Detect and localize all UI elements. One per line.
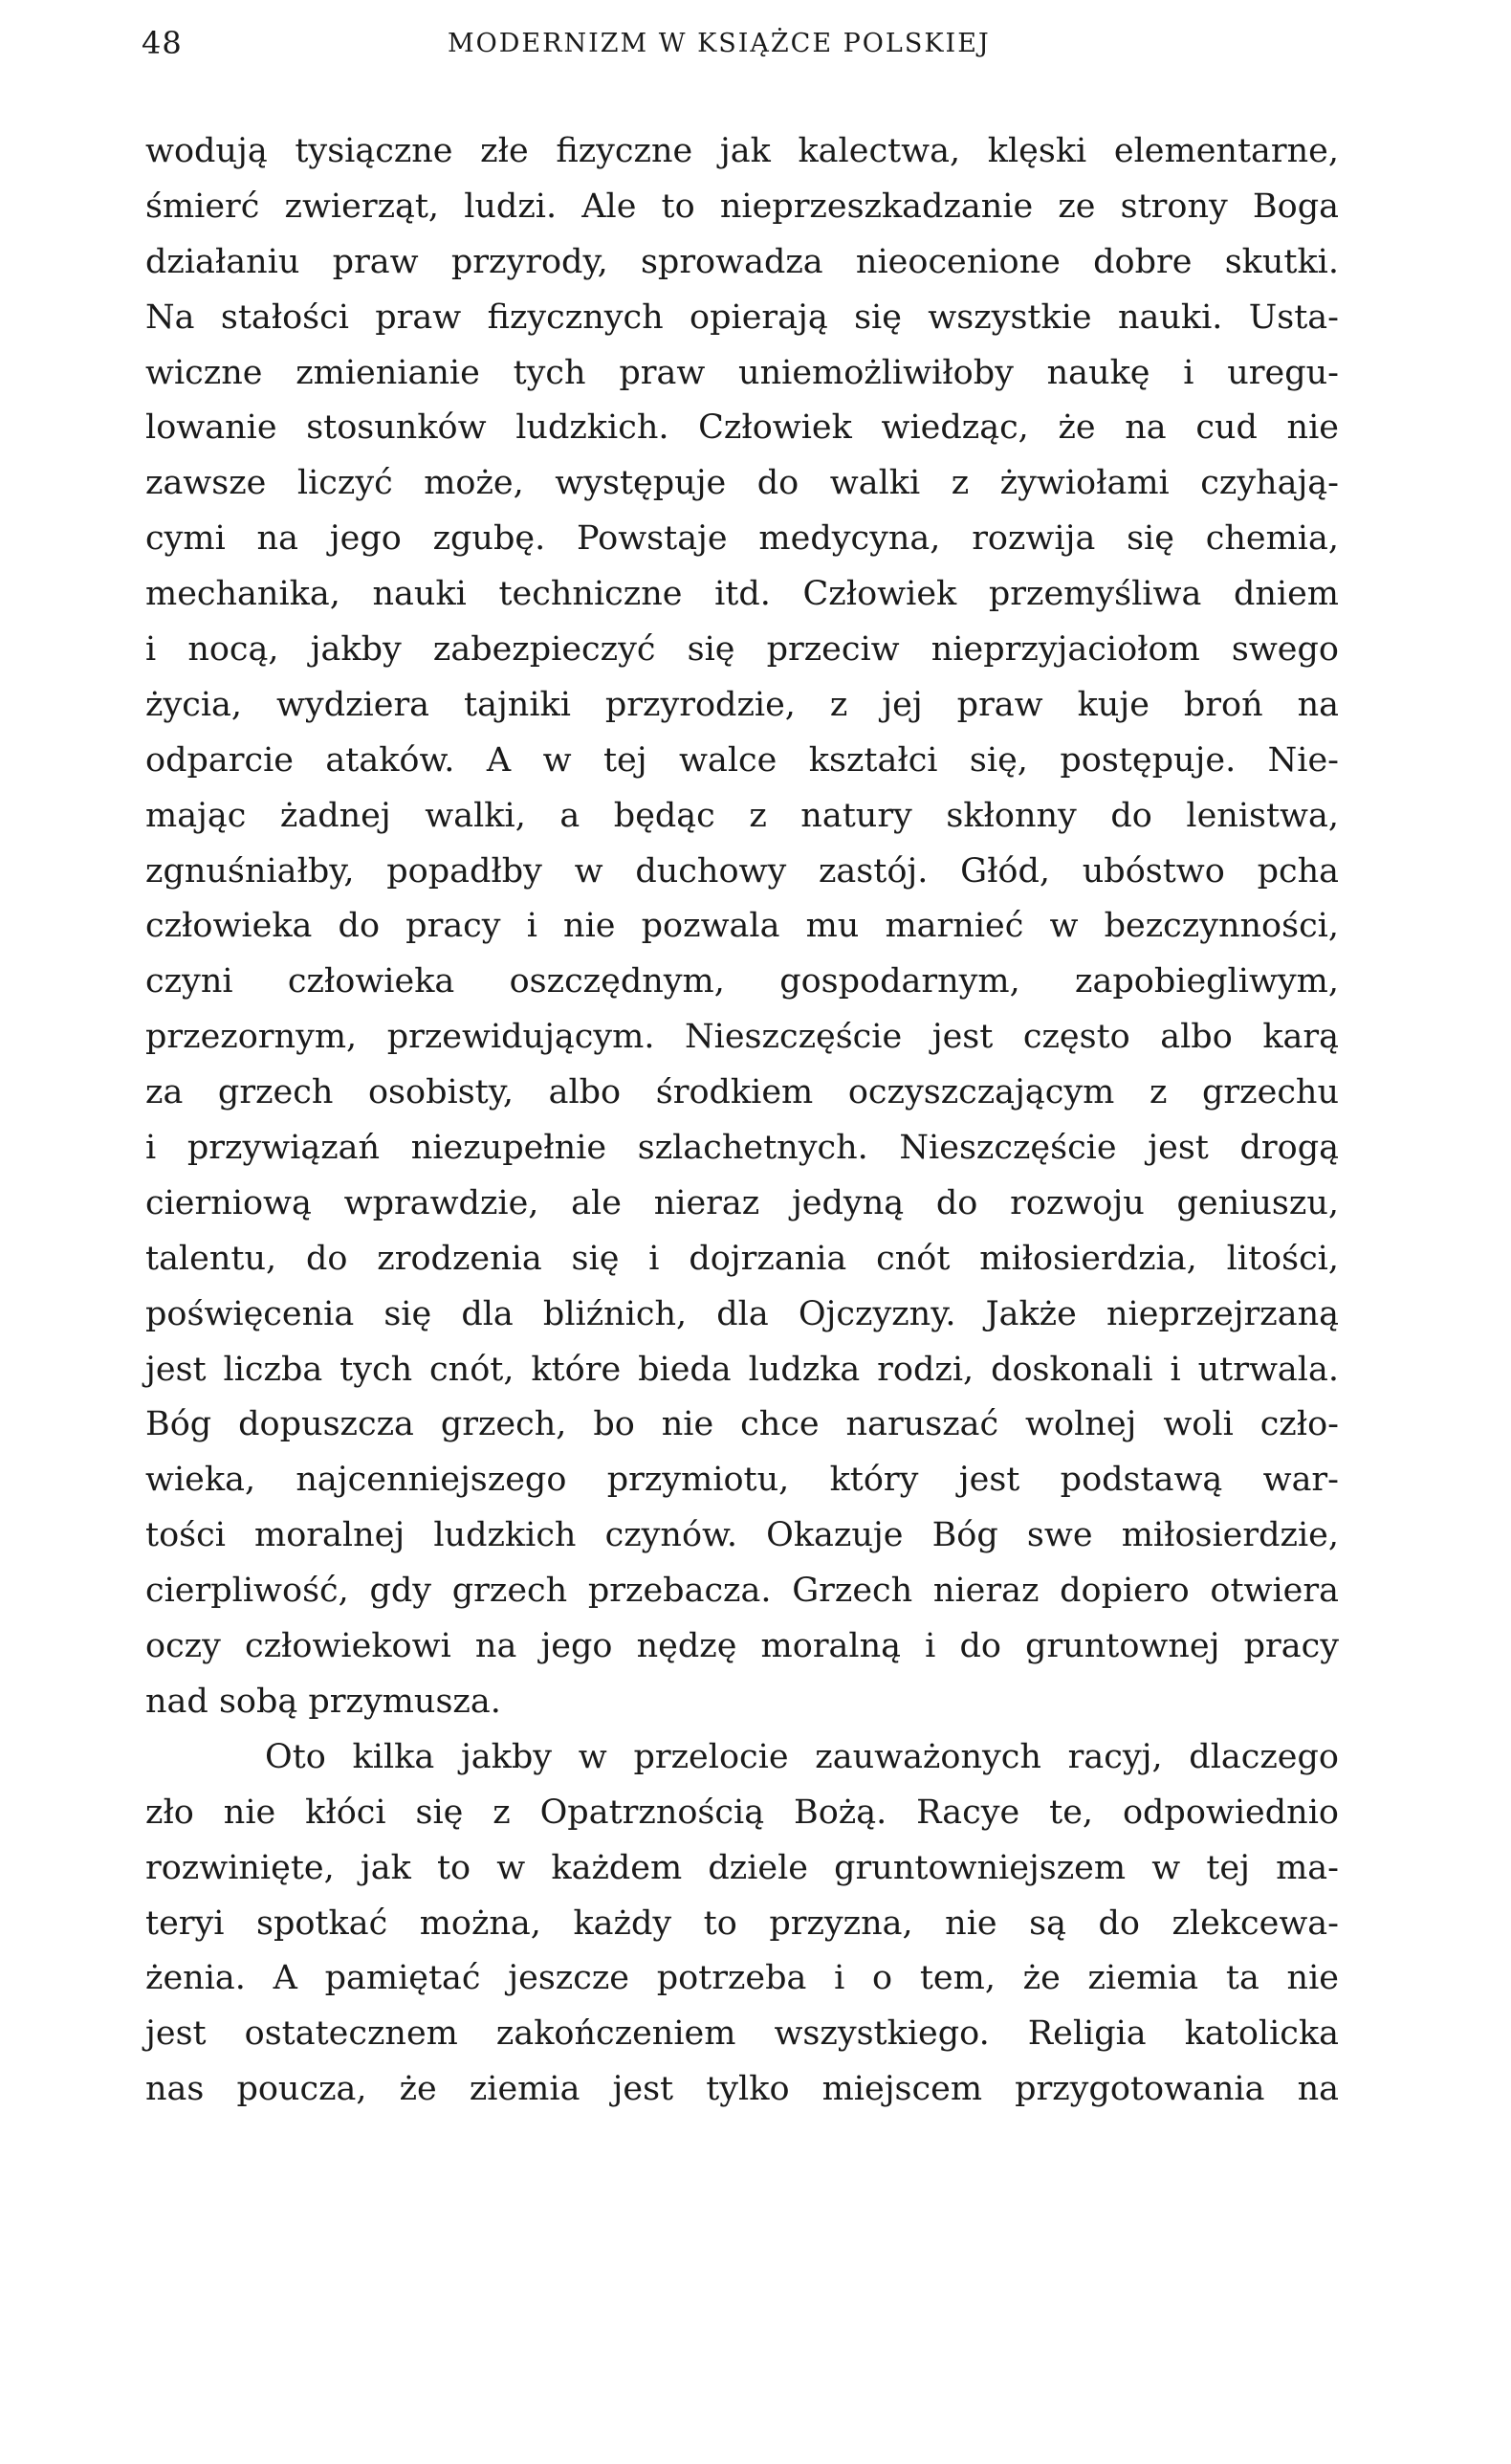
page-header — [142, 25, 1347, 67]
text-line: i nocą, jakby zabezpieczyć się przeciw nieprzyjaciołom swego — [145, 630, 1339, 670]
text-line: odparcie ataków. A w tej walce kształci się, postępuje. Nie- — [145, 740, 1339, 780]
text-line: lowanie stosunków ludzkich. Człowiek wiedząc, że na cud nie — [145, 408, 1339, 448]
text-line: działaniu praw przyrody, sprowadza nieocenione dobre skutki. — [145, 242, 1339, 281]
text-line: zło nie kłóci się z Opatrznością Bożą. Racye te, odpowiednio — [145, 1793, 1339, 1832]
text-line: człowieka do pracy i nie pozwala mu marnieć w bezczynności, — [145, 907, 1339, 946]
running-title: MODERNIZM W KSIĄŻCE POLSKIEJ — [448, 29, 991, 58]
text-line: talentu, do zrodzenia się i dojrzania cnót miłosierdzia, litości, — [145, 1239, 1339, 1278]
text-line: teryi spotkać można, każdy to przyzna, nie są do zlekcewa- — [145, 1903, 1339, 1943]
text-line: tości moralnej ludzkich czynów. Okazuje Bóg swe miłosierdzie, — [145, 1516, 1339, 1555]
text-line: zgnuśniałby, popadłby w duchowy zastój. Głód, ubóstwo pcha — [145, 851, 1339, 891]
text-line: cymi na jego zgubę. Powstaje medycyna, rozwija się chemia, — [145, 519, 1339, 559]
text-line: cierniową wprawdzie, ale nieraz jedyną do rozwoju geniuszu, — [145, 1183, 1339, 1222]
text-line: żenia. A pamiętać jeszcze potrzeba i o tem, że ziemia ta nie — [145, 1959, 1339, 1998]
text-line: jest liczba tych cnót, które bieda ludzka rodzi, doskonali i utrwala. — [145, 1350, 1339, 1389]
text-line: Bóg dopuszcza grzech, bo nie chce naruszać wolnej woli czło- — [145, 1405, 1339, 1444]
text-line: zawsze liczyć może, występuje do walki z żywiołami czyhają- — [145, 464, 1339, 503]
paragraph-end-line: nad sobą przymusza. — [145, 1682, 501, 1721]
body-text — [145, 124, 1339, 2118]
text-line: czyni człowieka oszczędnym, gospodarnym, zapobiegliwym, — [145, 962, 1339, 1001]
text-line: życia, wydziera tajniki przyrodzie, z jej praw kuje broń na — [145, 685, 1339, 724]
paragraph-start-line: Oto kilka jakby w przelocie zauważonych racyj, dlaczego — [265, 1737, 1339, 1776]
text-line: wieka, najcenniejszego przymiotu, który jest podstawą war- — [145, 1461, 1339, 1500]
page-number: 48 — [142, 25, 183, 61]
text-line: i przywiązań niezupełnie szlachetnych. Nieszczęście jest drogą — [145, 1129, 1339, 1168]
text-line: za grzech osobisty, albo środkiem oczyszczającym z grzechu — [145, 1073, 1339, 1112]
text-line: przezornym, przewidującym. Nieszczęście jest często albo karą — [145, 1018, 1339, 1057]
text-line: rozwinięte, jak to w każdem dziele gruntowniejszem w tej ma- — [145, 1848, 1339, 1887]
text-line: jest ostatecznem zakończeniem wszystkiego. Religia katolicka — [145, 2014, 1339, 2054]
text-line: wiczne zmienianie tych praw uniemożliwiłoby naukę i uregu- — [145, 353, 1339, 392]
text-line: nas poucza, że ziemia jest tylko miejscem przygotowania na — [145, 2070, 1339, 2109]
text-line: mechanika, nauki techniczne itd. Człowiek przemyśliwa dniem — [145, 575, 1339, 614]
text-line: cierpliwość, gdy grzech przebacza. Grzech nieraz dopiero otwiera — [145, 1572, 1339, 1611]
text-line: Na stałości praw fizycznych opierają się wszystkie nauki. Usta- — [145, 297, 1339, 337]
text-line: śmierć zwierząt, ludzi. Ale to nieprzeszkadzanie ze strony Boga — [145, 187, 1339, 226]
text-line: mając żadnej walki, a będąc z natury skłonny do lenistwa, — [145, 796, 1339, 835]
text-line: wodują tysiączne złe fizyczne jak kalectwa, klęski elementarne, — [145, 132, 1339, 170]
text-line: poświęcenia się dla bliźnich, dla Ojczyzny. Jakże nieprzejrzaną — [145, 1294, 1339, 1333]
text-line: oczy człowiekowi na jego nędzę moralną i do gruntownej pracy — [145, 1627, 1339, 1666]
